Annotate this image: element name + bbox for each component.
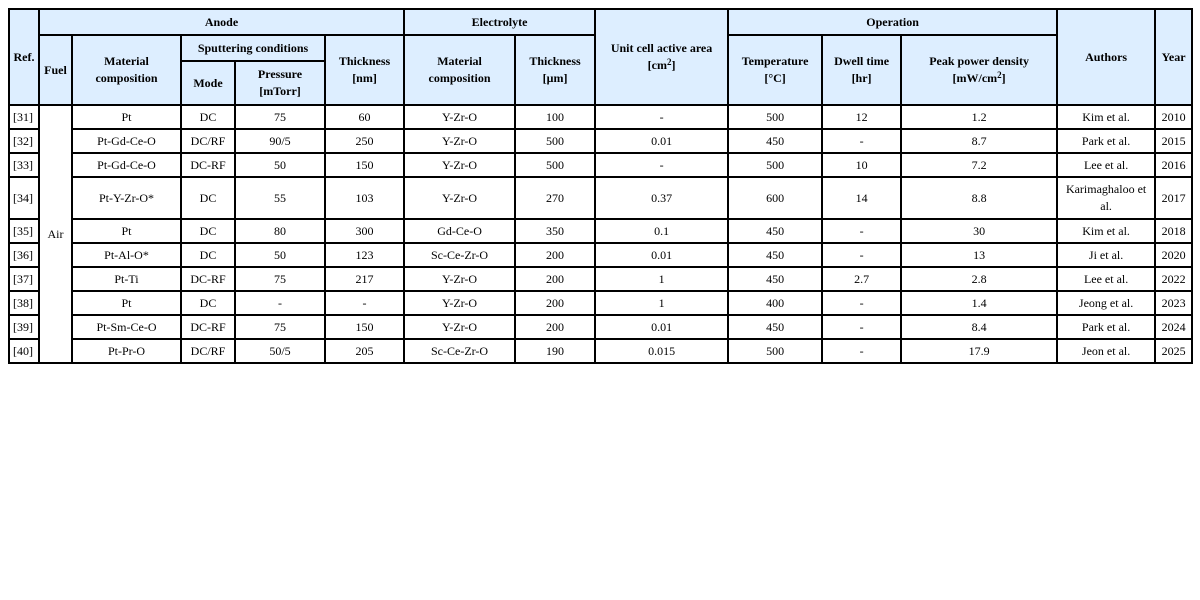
pressure-cell: 75 xyxy=(235,315,325,339)
temperature-cell: 400 xyxy=(728,291,822,315)
temperature-cell: 450 xyxy=(728,243,822,267)
electrolyte-thickness-header xyxy=(515,35,595,105)
pressure-cell: 90/5 xyxy=(235,129,325,153)
unit-cell-area-header xyxy=(595,9,728,105)
pressure-cell: 80 xyxy=(235,219,325,243)
pressure-cell: 75 xyxy=(235,105,325,129)
pressure-label: Pressure xyxy=(257,67,303,81)
anode-material-cell: Pt-Ti xyxy=(72,267,181,291)
peak-power-cell: 17.9 xyxy=(901,339,1057,363)
year-cell: 2018 xyxy=(1155,219,1192,243)
anode-material-cell: Pt-Gd-Ce-O xyxy=(72,129,181,153)
mode-cell: DC/RF xyxy=(181,129,235,153)
electrolyte-thickness-cell: 190 xyxy=(515,339,595,363)
dwell-time-cell: - xyxy=(822,291,901,315)
peak-power-cell: 7.2 xyxy=(901,153,1057,177)
dwell-time-unit: [hr] xyxy=(851,71,872,85)
year-cell: 2023 xyxy=(1155,291,1192,315)
anode-thickness-cell: 300 xyxy=(325,219,404,243)
ref-cell: [32] xyxy=(9,129,39,153)
mode-cell: DC xyxy=(181,219,235,243)
electrolyte-thickness-unit: [μm] xyxy=(542,71,568,85)
area-cell: 0.1 xyxy=(595,219,728,243)
electrolyte-material-cell: Y-Zr-O xyxy=(404,129,515,153)
year-cell: 2024 xyxy=(1155,315,1192,339)
electrolyte-material-cell: Gd-Ce-O xyxy=(404,219,515,243)
pressure-cell: - xyxy=(235,291,325,315)
dwell-time-cell: - xyxy=(822,339,901,363)
area-cell: 0.37 xyxy=(595,177,728,219)
mode-cell: DC xyxy=(181,177,235,219)
dwell-time-cell: 12 xyxy=(822,105,901,129)
temperature-cell: 450 xyxy=(728,267,822,291)
anode-comparison-table xyxy=(8,8,1193,364)
table-row xyxy=(9,219,1192,243)
electrolyte-material-cell: Sc-Ce-Zr-O xyxy=(404,243,515,267)
electrolyte-material-header: Material composition xyxy=(404,35,515,105)
ref-cell: [40] xyxy=(9,339,39,363)
ref-cell: [36] xyxy=(9,243,39,267)
area-cell: 0.015 xyxy=(595,339,728,363)
peak-power-cell: 8.7 xyxy=(901,129,1057,153)
temperature-cell: 600 xyxy=(728,177,822,219)
year-cell: 2022 xyxy=(1155,267,1192,291)
dwell-time-cell: 2.7 xyxy=(822,267,901,291)
peak-power-cell: 1.4 xyxy=(901,291,1057,315)
electrolyte-material-cell: Y-Zr-O xyxy=(404,291,515,315)
anode-thickness-header xyxy=(325,35,404,105)
anode-thickness-cell: 103 xyxy=(325,177,404,219)
pressure-cell: 55 xyxy=(235,177,325,219)
authors-cell: Jeon et al. xyxy=(1057,339,1155,363)
electrolyte-thickness-label: Thickness xyxy=(529,54,581,68)
anode-thickness-label: Thickness xyxy=(338,54,391,68)
ref-cell: [37] xyxy=(9,267,39,291)
mode-cell: DC-RF xyxy=(181,315,235,339)
peak-power-cell: 1.2 xyxy=(901,105,1057,129)
table-row xyxy=(9,105,1192,129)
area-cell: 0.01 xyxy=(595,315,728,339)
mode-cell: DC xyxy=(181,105,235,129)
temperature-cell: 450 xyxy=(728,129,822,153)
ref-header: Ref. xyxy=(9,9,39,105)
pressure-cell: 50 xyxy=(235,153,325,177)
mode-cell: DC xyxy=(181,243,235,267)
dwell-time-cell: - xyxy=(822,315,901,339)
peak-power-cell: 13 xyxy=(901,243,1057,267)
table-row xyxy=(9,153,1192,177)
fuel-cell: Air xyxy=(39,105,72,363)
year-cell: 2025 xyxy=(1155,339,1192,363)
ref-cell: [35] xyxy=(9,219,39,243)
temperature-cell: 500 xyxy=(728,153,822,177)
pressure-header xyxy=(235,61,325,105)
authors-header: Authors xyxy=(1057,9,1155,105)
temperature-unit: [°C] xyxy=(764,71,786,85)
electrolyte-thickness-cell: 500 xyxy=(515,153,595,177)
electrolyte-thickness-cell: 500 xyxy=(515,129,595,153)
table-body xyxy=(9,105,1192,363)
dwell-time-cell: - xyxy=(822,219,901,243)
year-header: Year xyxy=(1155,9,1192,105)
authors-cell: Karimaghaloo et al. xyxy=(1057,177,1155,219)
ref-cell: [39] xyxy=(9,315,39,339)
dwell-time-header xyxy=(822,35,901,105)
unit-cell-area-unit: $[cm^2]$ xyxy=(647,57,676,72)
sputtering-conditions-header: Sputtering conditions xyxy=(181,35,325,61)
peak-power-unit: $[mW/cm^2]$ xyxy=(952,70,1006,85)
electrolyte-material-cell: Y-Zr-O xyxy=(404,267,515,291)
anode-thickness-cell: 250 xyxy=(325,129,404,153)
dwell-time-cell: - xyxy=(822,129,901,153)
authors-cell: Park et al. xyxy=(1057,315,1155,339)
area-cell: 0.01 xyxy=(595,243,728,267)
year-cell: 2015 xyxy=(1155,129,1192,153)
electrolyte-material-cell: Y-Zr-O xyxy=(404,105,515,129)
dwell-time-cell: 10 xyxy=(822,153,901,177)
mode-header: Mode xyxy=(181,61,235,105)
peak-power-cell: 8.4 xyxy=(901,315,1057,339)
authors-cell: Park et al. xyxy=(1057,129,1155,153)
authors-cell: Kim et al. xyxy=(1057,219,1155,243)
electrolyte-material-cell: Sc-Ce-Zr-O xyxy=(404,339,515,363)
peak-power-header xyxy=(901,35,1057,105)
electrolyte-material-cell: Y-Zr-O xyxy=(404,315,515,339)
dwell-time-label: Dwell time xyxy=(834,54,890,68)
area-cell: 1 xyxy=(595,291,728,315)
table-row xyxy=(9,291,1192,315)
authors-cell: Jeong et al. xyxy=(1057,291,1155,315)
table-row xyxy=(9,129,1192,153)
electrolyte-thickness-cell: 100 xyxy=(515,105,595,129)
operation-header: Operation xyxy=(728,9,1057,35)
year-cell: 2016 xyxy=(1155,153,1192,177)
year-cell: 2010 xyxy=(1155,105,1192,129)
area-cell: - xyxy=(595,105,728,129)
anode-material-cell: Pt-Gd-Ce-O xyxy=(72,153,181,177)
authors-cell: Ji et al. xyxy=(1057,243,1155,267)
ref-cell: [34] xyxy=(9,177,39,219)
pressure-unit: [mTorr] xyxy=(259,84,301,98)
mode-cell: DC-RF xyxy=(181,153,235,177)
mode-cell: DC/RF xyxy=(181,339,235,363)
anode-thickness-cell: 150 xyxy=(325,315,404,339)
table-row xyxy=(9,243,1192,267)
anode-thickness-cell: 123 xyxy=(325,243,404,267)
anode-material-cell: Pt-Al-O* xyxy=(72,243,181,267)
area-cell: 1 xyxy=(595,267,728,291)
anode-thickness-unit: [nm] xyxy=(352,71,377,85)
anode-material-cell: Pt xyxy=(72,105,181,129)
peak-power-cell: 8.8 xyxy=(901,177,1057,219)
pressure-cell: 50/5 xyxy=(235,339,325,363)
dwell-time-cell: 14 xyxy=(822,177,901,219)
authors-cell: Kim et al. xyxy=(1057,105,1155,129)
temperature-cell: 450 xyxy=(728,315,822,339)
ref-cell: [31] xyxy=(9,105,39,129)
anode-material-cell: Pt-Pr-O xyxy=(72,339,181,363)
anode-material-header: Material composition xyxy=(72,35,181,105)
authors-cell: Lee et al. xyxy=(1057,153,1155,177)
mode-cell: DC-RF xyxy=(181,267,235,291)
anode-thickness-cell: 217 xyxy=(325,267,404,291)
temperature-cell: 450 xyxy=(728,219,822,243)
table-header xyxy=(9,9,1192,105)
table-row xyxy=(9,339,1192,363)
electrolyte-material-cell: Y-Zr-O xyxy=(404,153,515,177)
table-row xyxy=(9,315,1192,339)
ref-cell: [38] xyxy=(9,291,39,315)
mode-cell: DC xyxy=(181,291,235,315)
electrolyte-thickness-cell: 200 xyxy=(515,243,595,267)
authors-cell: Lee et al. xyxy=(1057,267,1155,291)
table-row xyxy=(9,177,1192,219)
temperature-header xyxy=(728,35,822,105)
pressure-cell: 75 xyxy=(235,267,325,291)
anode-material-cell: Pt xyxy=(72,291,181,315)
year-cell: 2020 xyxy=(1155,243,1192,267)
unit-cell-area-label: Unit cell active area xyxy=(610,41,713,55)
ref-cell: [33] xyxy=(9,153,39,177)
area-cell: 0.01 xyxy=(595,129,728,153)
area-cell: - xyxy=(595,153,728,177)
electrolyte-material-cell: Y-Zr-O xyxy=(404,177,515,219)
electrolyte-thickness-cell: 200 xyxy=(515,315,595,339)
dwell-time-cell: - xyxy=(822,243,901,267)
peak-power-cell: 30 xyxy=(901,219,1057,243)
temperature-cell: 500 xyxy=(728,339,822,363)
pressure-cell: 50 xyxy=(235,243,325,267)
anode-thickness-cell: 60 xyxy=(325,105,404,129)
anode-material-cell: Pt xyxy=(72,219,181,243)
electrolyte-thickness-cell: 200 xyxy=(515,267,595,291)
temperature-label: Temperature xyxy=(741,54,809,68)
peak-power-label: Peak power density xyxy=(929,54,1029,68)
anode-material-cell: Pt-Sm-Ce-O xyxy=(72,315,181,339)
peak-power-cell: 2.8 xyxy=(901,267,1057,291)
electrolyte-thickness-cell: 200 xyxy=(515,291,595,315)
anode-material-cell: Pt-Y-Zr-O* xyxy=(72,177,181,219)
electrolyte-thickness-cell: 270 xyxy=(515,177,595,219)
anode-thickness-cell: - xyxy=(325,291,404,315)
electrolyte-thickness-cell: 350 xyxy=(515,219,595,243)
table-row xyxy=(9,267,1192,291)
fuel-header: Fuel xyxy=(39,35,72,105)
electrolyte-header: Electrolyte xyxy=(404,9,595,35)
year-cell: 2017 xyxy=(1155,177,1192,219)
temperature-cell: 500 xyxy=(728,105,822,129)
anode-header: Anode xyxy=(39,9,404,35)
anode-thickness-cell: 150 xyxy=(325,153,404,177)
anode-thickness-cell: 205 xyxy=(325,339,404,363)
